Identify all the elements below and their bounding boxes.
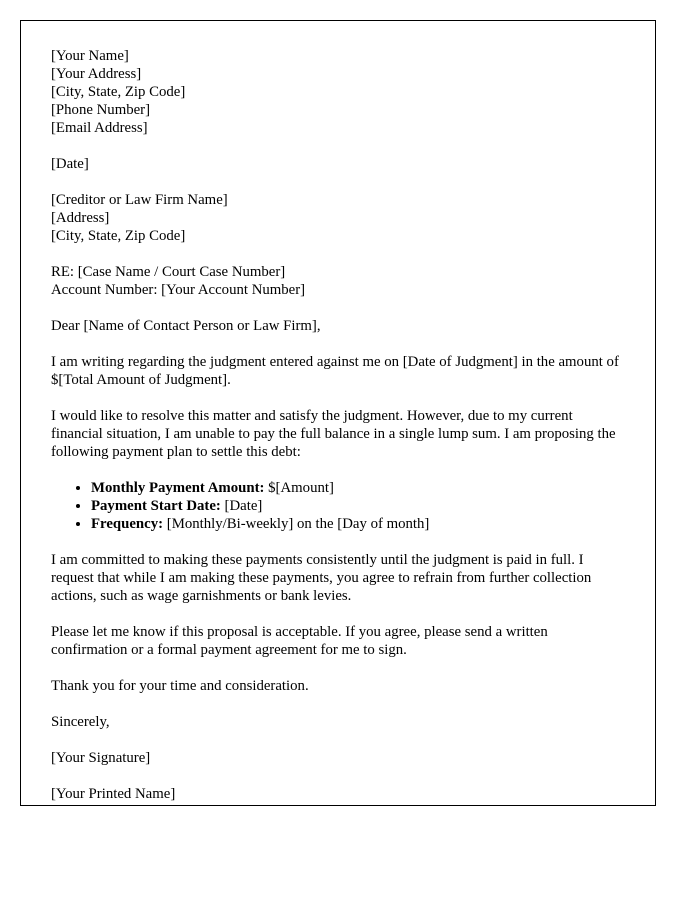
paragraph-request: Please let me know if this proposal is acceptable. If you agree, please send a written confirmation or a formal payment agreement for me to sign. (51, 624, 548, 658)
bullet-text: $[Amount] (264, 480, 334, 496)
recipient-block (51, 191, 625, 245)
sender-block (51, 47, 625, 137)
date-block (51, 155, 625, 173)
letter-date: [Date] (51, 156, 89, 172)
sender-city-state-zip: [City, State, Zip Code] (51, 84, 186, 100)
reference-block (51, 263, 625, 299)
paragraph-thanks: Thank you for your time and consideration. (51, 678, 309, 694)
letter-document (20, 20, 656, 806)
payment-plan-list (51, 479, 625, 533)
bullet-label: Payment Start Date: (91, 498, 221, 514)
bullet-label: Frequency: (91, 516, 164, 532)
paragraph-commitment: I am committed to making these payments consistently until the judgment is paid in full. I request that while I am making these payments, you agree to refrain from further collection actions, such as wage garnishments or bank levies. (51, 552, 592, 604)
sender-address: [Your Address] (51, 66, 142, 82)
salutation: Dear [Name of Contact Person or Law Firm], (51, 318, 321, 334)
list-item (91, 497, 625, 515)
signature-placeholder: [Your Signature] (51, 750, 151, 766)
sender-email: [Email Address] (51, 120, 148, 136)
re-line: RE: [Case Name / Court Case Number] (51, 264, 286, 280)
paragraph-intro: I am writing regarding the judgment entered against me on [Date of Judgment] in the amount of $[Total Amount of Judgment]. (51, 354, 619, 388)
bullet-text: [Monthly/Bi-weekly] on the [Day of month] (163, 516, 430, 532)
closing: Sincerely, (51, 714, 110, 730)
sender-name: [Your Name] (51, 48, 129, 64)
recipient-address: [Address] (51, 210, 110, 226)
account-number-line: Account Number: [Your Account Number] (51, 282, 306, 298)
printed-name-placeholder: [Your Printed Name] (51, 786, 176, 802)
list-item (91, 479, 625, 497)
recipient-city-state-zip: [City, State, Zip Code] (51, 228, 186, 244)
sender-phone: [Phone Number] (51, 102, 151, 118)
paragraph-proposal: I would like to resolve this matter and satisfy the judgment. However, due to my current financial situation, I am unable to pay the full balance in a single lump sum. I am proposing the following payment plan to settle this debt: (51, 408, 616, 460)
bullet-text: [Date] (220, 498, 263, 514)
bullet-label: Monthly Payment Amount: (91, 480, 265, 496)
recipient-name: [Creditor or Law Firm Name] (51, 192, 228, 208)
list-item (91, 515, 625, 533)
